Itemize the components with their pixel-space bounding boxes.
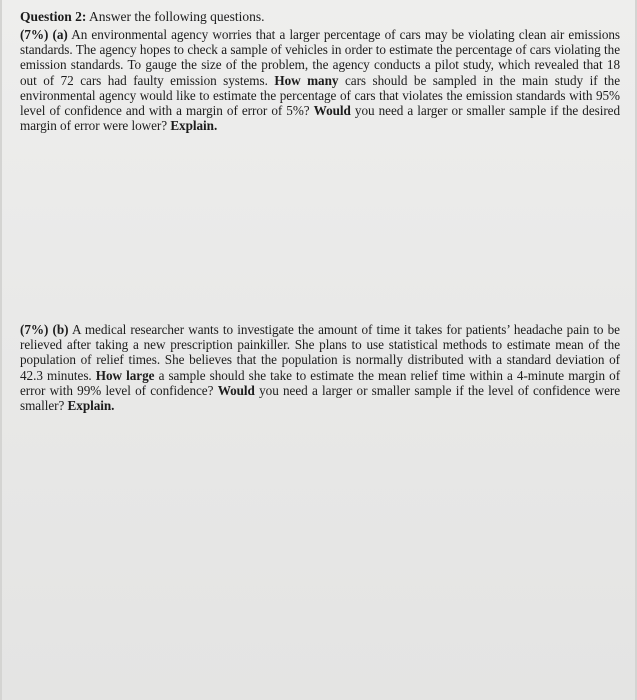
question-label: Question 2:	[20, 9, 87, 24]
part-b-bold-3: Explain.	[67, 398, 115, 414]
part-b-bold-1: How large	[95, 367, 155, 383]
part-a-bold-2: Would	[313, 103, 351, 119]
part-a-text-1: An environmental agency worries that a larger percentage of cars may be violating clean air emissions standards. The agency hopes to check a sample of vehicles in order to estimate the percentage of cars violating the emission standards. To gauge the size of the problem, the agency conducts a pilot study, which revealed that 18 out of 72 cars had faulty emission systems.	[20, 27, 620, 88]
part-b-bold-2: Would	[217, 382, 255, 398]
part-a-text-3: you need a larger or smaller sample if the desired margin of error were lower?	[20, 103, 621, 134]
question-heading	[20, 8, 265, 25]
question-part-b	[20, 322, 620, 413]
part-b-text-2: a sample should she take to estimate the mean relief time within a 4-minute margin of error with 99% level of confidence?	[20, 367, 621, 398]
question-instruction: Answer the following questions.	[89, 9, 265, 24]
part-a-marks: (7%) (a)	[20, 27, 68, 42]
part-a-bold-1: How many	[274, 72, 339, 88]
part-a-text-2: cars should be sampled in the main study if the environmental agency would like to estimate the percentage of cars that violates the emission standards with 95% level of confidence and with a margin of error of 5%?	[20, 72, 621, 119]
part-b-text-3: you need a larger or smaller sample if the level of confidence were smaller?	[20, 382, 621, 414]
part-a-bold-3: Explain.	[170, 118, 218, 134]
question-part-a	[20, 27, 620, 133]
part-b-marks: (7%) (b)	[20, 322, 69, 337]
part-b-text-1: A medical researcher wants to investigate the amount of time it takes for patients’ headache pain to be relieved after taking a new prescription painkiller. She plans to use statistical methods to estimate mean of the population of relief times. She believes that the population is normally distributed with a standard deviation of 42.3 minutes.	[20, 322, 620, 383]
